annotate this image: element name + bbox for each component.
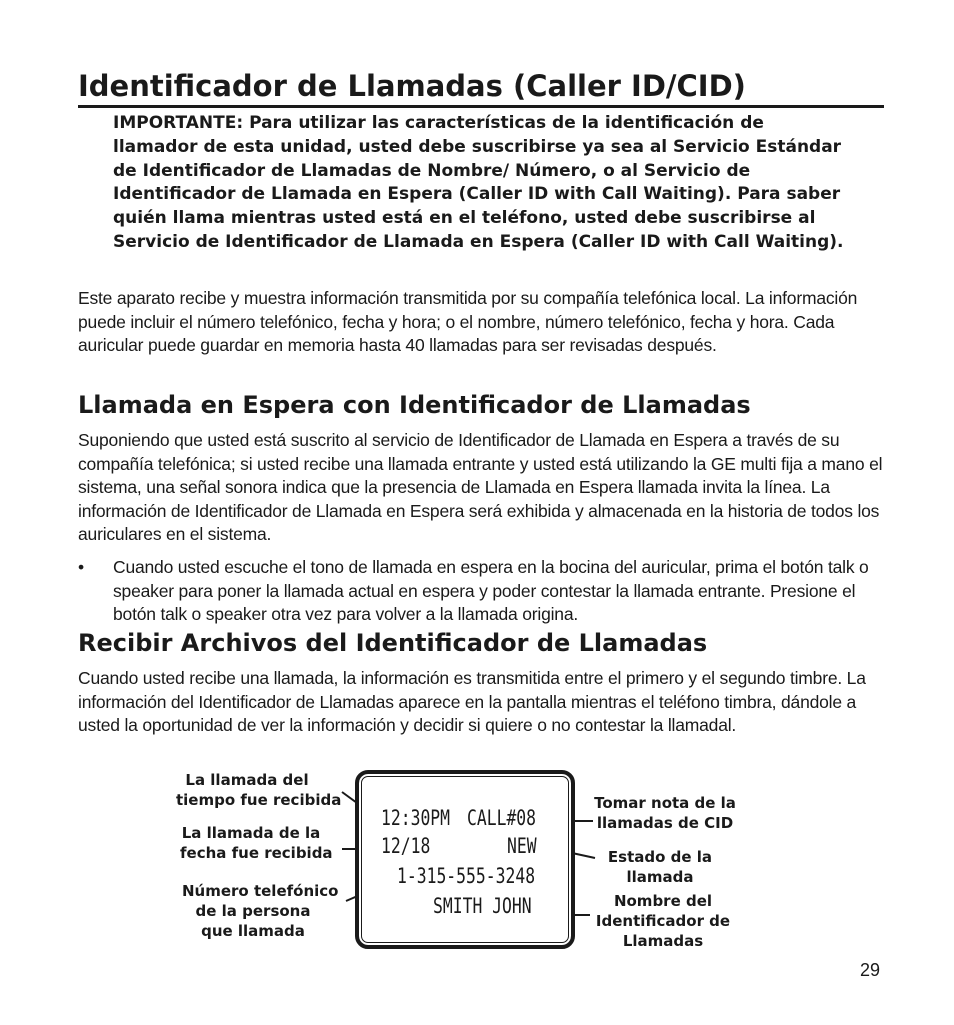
caller-id-records-paragraph: Cuando usted recibe una llamada, la información es transmitida entre el primero y el segundo timbre. La información del Identificador de Llamadas aparece en la pantalla mientras el teléfono timbra, dándole a usted la oportunidad de ver la información y decidir si quiere o no contestar la llamadal. — [78, 668, 866, 736]
label-cid-log: Tomar nota de la llamadas de CID — [594, 794, 736, 832]
section-heading-call-waiting: Llamada en Espera con Identificador de Llamadas — [78, 391, 751, 419]
lcd-call-count: CALL#08 — [467, 806, 537, 830]
caller-id-display-diagram — [170, 765, 770, 965]
lcd-time: 12:30PM — [381, 806, 451, 830]
lcd-name: SMITH JOHN — [433, 894, 532, 918]
call-waiting-paragraph: Suponiendo que usted está suscrito al servicio de Identificador de Llamada en Espera a través de su compañía telefónica; si usted recibe una llamada entrante y usted está utilizando la GE multi fija a mano el sistema, una señal sonora indica que la presencia de Llamada en Espera llamada invita la línea. La información de Identificador de Llamada en Espera será exhibida y almacenada en la historia de todos los auriculares en el sistema. — [78, 430, 883, 545]
lcd-number: 1-315-555-3248 — [397, 864, 536, 888]
important-notice: IMPORTANTE: Para utilizar las características de la identificación de llamador de esta unidad, usted debe suscribirse ya sea al Servicio Estándar de Identificador de Llamadas de Nombre/ Número, o al Servicio de Identificador de Llamada en Espera (Caller ID with Call Waiting). Para saber quién llama mientras usted está en el teléfono, usted debe suscribirse al Servicio de Identificador de Llamada en Espera (Caller ID with Call Waiting). — [113, 113, 844, 252]
page-title: Identificador de Llamadas (Caller ID/CID) — [78, 68, 884, 108]
label-caller-name: Nombre del Identificador de Llamadas — [595, 892, 731, 950]
intro-paragraph: Este aparato recibe y muestra información transmitida por su compañía telefónica local. La información puede incluir el número telefónico, fecha y hora; o el nombre, número telefónico, fecha y hora. Cada auricular puede guardar en memoria hasta 40 llamadas para ser revisadas después. — [78, 288, 858, 356]
label-call-status: Estado de la llamada — [607, 848, 713, 886]
section-heading-caller-id-records: Recibir Archivos del Identificador de Llamadas — [78, 629, 708, 657]
label-caller-number: Número telefónico de la persona que llamada — [182, 882, 339, 940]
label-date-received: La llamada de la fecha fue recibida — [180, 824, 333, 862]
lcd-date: 12/18 — [381, 834, 431, 858]
bullet-item — [78, 556, 884, 627]
label-time-received: La llamada del tiempo fue recibida — [176, 771, 342, 809]
lcd-status: NEW — [507, 834, 537, 858]
lcd-screen — [355, 770, 575, 949]
bullet-icon: • — [78, 557, 84, 577]
page-number: 29 — [860, 960, 881, 980]
bullet-text: Cuando usted escuche el tono de llamada en espera en la bocina del auricular, prima el botón talk o speaker para poner la llamada actual en espera y poder contestar la llamada entrante. Presione el botón talk o speaker otra vez para volver a la llamada origina. — [113, 557, 869, 625]
